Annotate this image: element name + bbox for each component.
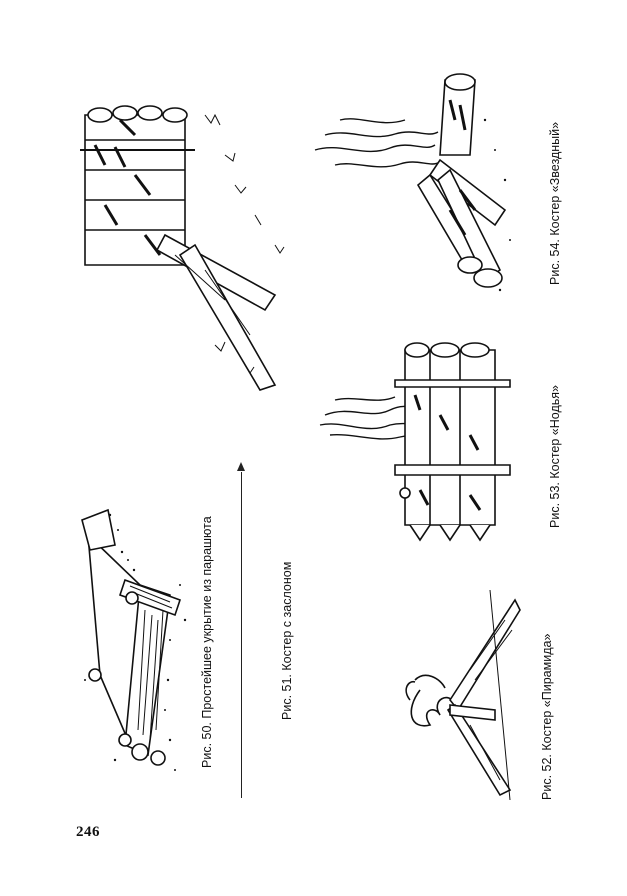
caption-figure-52: Рис. 52. Костер «Пирамида» <box>540 633 554 800</box>
caption-figure-51: Рис. 51. Костер с заслоном <box>280 561 294 720</box>
caption-figure-54: Рис. 54. Костер «Звездный» <box>548 121 562 285</box>
figure-50-parachute-shelter <box>70 490 200 780</box>
rule-arrow-icon <box>237 462 245 471</box>
caption-figure-50: Рис. 50. Простейшее укрытие из парашюта <box>200 516 214 768</box>
figure-54-star-fire <box>310 60 520 300</box>
figure-51-fire-with-screen <box>75 95 295 395</box>
figure-53-nodya-fire <box>320 325 520 540</box>
caption-figure-53: Рис. 53. Костер «Нодья» <box>548 385 562 528</box>
vertical-rule <box>241 472 242 798</box>
page-number: 246 <box>76 824 100 840</box>
figure-52-pyramid-fire <box>400 560 525 810</box>
